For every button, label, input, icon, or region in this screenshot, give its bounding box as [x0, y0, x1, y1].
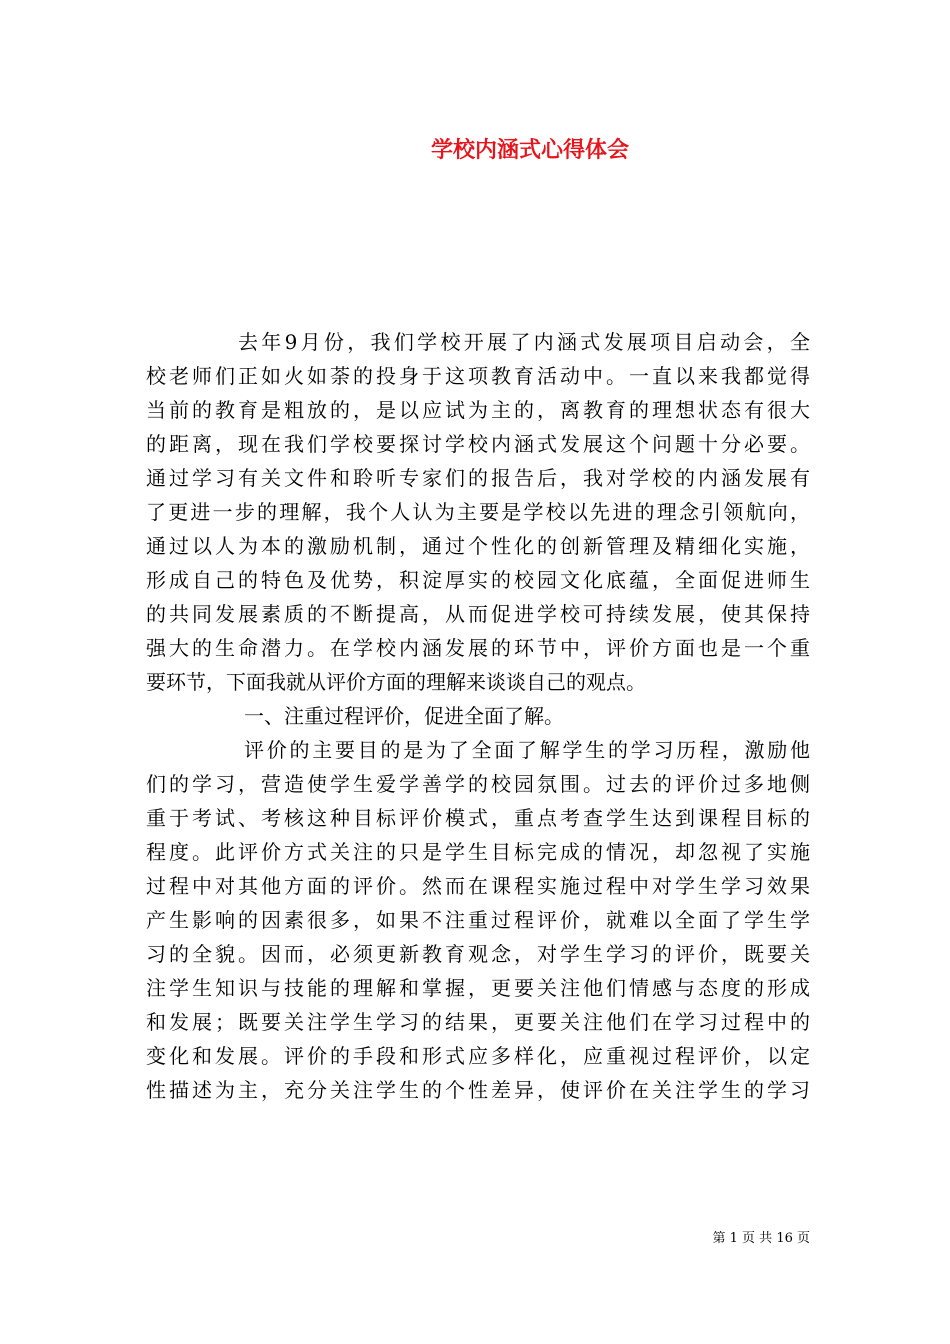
paragraph-line: 形成自己的特色及优势，积淀厚实的校园文化底蕴，全面促进师生: [146, 568, 810, 592]
paragraph-line: 校老师们正如火如荼的投身于这项教育活动中。一直以来我都觉得: [146, 364, 810, 388]
paragraph-line: 们的学习，营造使学生爱学善学的校园氛围。过去的评价过多地侧: [146, 772, 810, 796]
paragraph-line: 性描述为主，充分关注学生的个性差异，使评价在关注学生的学习: [146, 1078, 810, 1102]
paragraph-line: 变化和发展。评价的手段和形式应多样化，应重视过程评价，以定: [146, 1044, 810, 1068]
section-heading: 一、注重过程评价，促进全面了解。: [244, 704, 564, 728]
document-title: 学校内涵式心得体会: [430, 137, 629, 163]
paragraph-line: 和发展；既要关注学生学习的结果，更要关注他们在学习过程中的: [146, 1010, 810, 1034]
paragraph-line: 通过以人为本的激励机制，通过个性化的创新管理及精细化实施，: [146, 534, 810, 558]
paragraph-line: 过程中对其他方面的评价。然而在课程实施过程中对学生学习效果: [146, 874, 810, 898]
paragraph-line: 通过学习有关文件和聆听专家们的报告后，我对学校的内涵发展有: [146, 466, 810, 490]
paragraph-line: 了更进一步的理解，我个人认为主要是学校以先进的理念引领航向，: [146, 500, 810, 524]
paragraph-line: 产生影响的因素很多，如果不注重过程评价，就难以全面了学生学: [146, 908, 810, 932]
paragraph-line: 的距离，现在我们学校要探讨学校内涵式发展这个问题十分必要。: [146, 432, 810, 456]
paragraph-line: 程度。此评价方式关注的只是学生目标完成的情况，却忽视了实施: [146, 840, 810, 864]
paragraph-line: 重于考试、考核这种目标评价模式，重点考查学生达到课程目标的: [146, 806, 810, 830]
document-body: [146, 325, 810, 1107]
paragraph-line: 习的全貌。因而，必须更新教育观念，对学生学习的评价，既要关: [146, 942, 810, 966]
page-number: 第 1 页 共 16 页: [712, 1231, 810, 1246]
paragraph-line: 要环节，下面我就从评价方面的理解来谈谈自己的观点。: [146, 670, 646, 694]
paragraph-line: 强大的生命潜力。在学校内涵发展的环节中，评价方面也是一个重: [146, 636, 810, 660]
paragraph-line: 去年9月份，我们学校开展了内涵式发展项目启动会，全: [238, 330, 810, 354]
paragraph-line: 评价的主要目的是为了全面了解学生的学习历程，激励他: [244, 738, 810, 762]
paragraph-line: 注学生知识与技能的理解和掌握，更要关注他们情感与态度的形成: [146, 976, 810, 1000]
paragraph-line: 当前的教育是粗放的，是以应试为主的，离教育的理想状态有很大: [146, 398, 810, 422]
paragraph-line: 的共同发展素质的不断提高，从而促进学校可持续发展，使其保持: [146, 602, 810, 626]
